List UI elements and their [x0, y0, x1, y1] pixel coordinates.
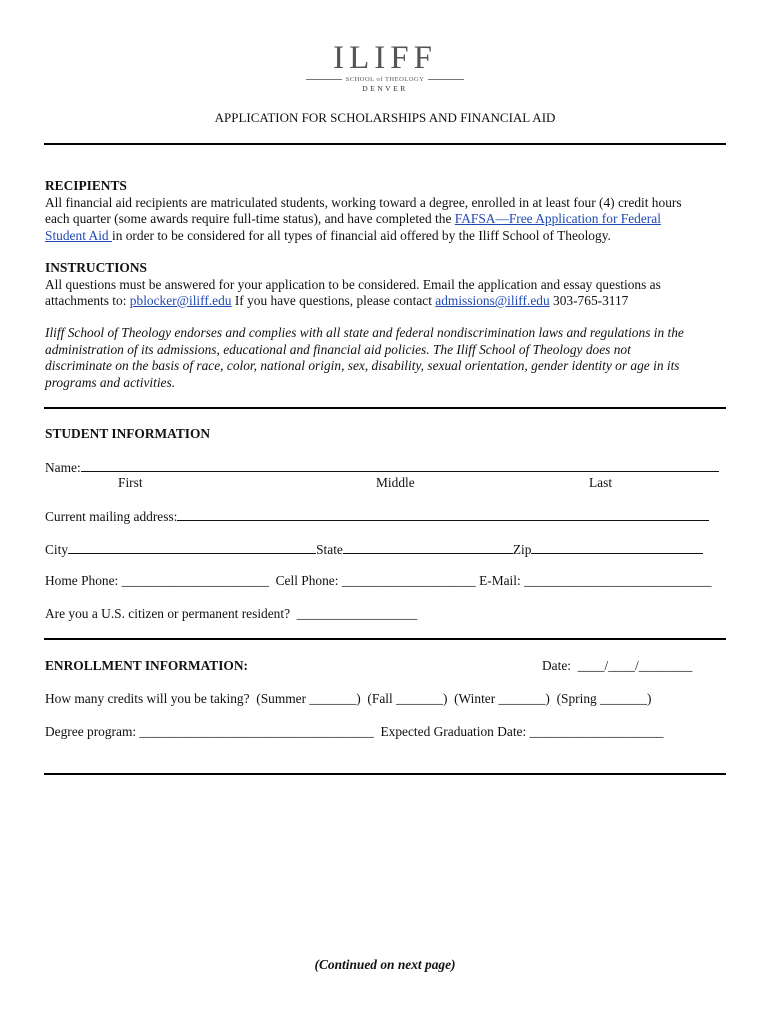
instructions-section — [45, 260, 727, 310]
nondiscrimination-line: discriminate on the basis of race, color, national origin, sex, disability, sexual orientation, gender identity or age in its — [45, 358, 680, 373]
recipients-line-2: each quarter (some awards require full-time status), and have completed the FAFSA—Free Application for Federal — [45, 211, 661, 226]
document-title: APPLICATION FOR SCHOLARSHIPS AND FINANCIAL AID — [214, 110, 556, 125]
instructions-line-2: attachments to: pblocker@iliff.edu If you have questions, please contact admissions@iliff.edu 303-765-3117 — [45, 293, 629, 308]
student-info-heading: STUDENT INFORMATION — [45, 426, 211, 441]
date-field[interactable]: Date: ____/____/________ — [542, 658, 693, 673]
divider — [44, 773, 726, 775]
recipients-section — [45, 178, 727, 244]
citizenship-row[interactable]: Are you a U.S. citizen or permanent resident? __________________ — [45, 606, 418, 621]
divider — [44, 638, 726, 640]
instructions-heading: INSTRUCTIONS — [45, 260, 147, 275]
nondiscrimination-line: programs and activities. — [45, 374, 176, 390]
middle-name-caption: Middle — [376, 475, 415, 490]
iliff-logo: ILIFF — [333, 40, 437, 76]
state-label: State — [316, 542, 343, 557]
address-label: Current mailing address: — [45, 509, 178, 524]
recipients-heading: RECIPIENTS — [45, 178, 127, 193]
address-row — [45, 508, 709, 525]
instructions-line-1: All questions must be answered for your application to be considered. Email the application and essay questions as — [45, 276, 661, 292]
state-field[interactable] — [343, 541, 513, 554]
nondiscrimination-statement — [45, 325, 727, 391]
divider — [44, 143, 726, 145]
divider — [44, 407, 726, 409]
city-label: City — [45, 542, 69, 557]
zip-label: Zip — [512, 542, 532, 557]
first-name-caption: First — [118, 475, 143, 490]
city-state-zip-row — [45, 541, 703, 558]
credits-row[interactable]: How many credits will you be taking? (Summer _______) (Fall _______) (Winter _______) (Spring _______) — [45, 691, 652, 706]
enrollment-heading: ENROLLMENT INFORMATION: — [45, 658, 248, 673]
address-field[interactable] — [177, 508, 709, 521]
logo-city: DENVER — [362, 84, 408, 93]
logo-subtitle: SCHOOL of THEOLOGY — [0, 76, 770, 83]
recipients-line-3: Student Aid in order to be considered for all types of financial aid offered by the Iliff School of Theology. — [45, 227, 611, 243]
pblocker-email-link[interactable]: pblocker@iliff.edu — [129, 293, 232, 308]
name-field[interactable] — [81, 459, 719, 472]
continued-note: (Continued on next page) — [314, 957, 456, 972]
fafsa-link[interactable]: FAFSA—Free Application for Federal — [454, 211, 661, 226]
zip-field[interactable] — [531, 541, 703, 554]
phone-email-row[interactable]: Home Phone: ______________________ Cell Phone: ____________________ E-Mail: ____________________________ — [45, 573, 712, 588]
nondiscrimination-line: administration of its admissions, educational and financial aid policies. The Iliff School of Theology does not — [45, 341, 631, 357]
nondiscrimination-line: Iliff School of Theology endorses and complies with all state and federal nondiscrimination laws and regulations in the — [45, 325, 684, 340]
fafsa-link-cont[interactable]: Student Aid — [45, 227, 112, 243]
degree-row[interactable]: Degree program: ___________________________________ Expected Graduation Date: ____________________ — [45, 724, 664, 739]
name-label: Name: — [45, 460, 81, 475]
last-name-caption: Last — [589, 475, 613, 490]
recipients-line-1: All financial aid recipients are matriculated students, working toward a degree, enrolled in at least four (4) credit hours — [45, 194, 682, 210]
name-row — [45, 459, 719, 476]
admissions-email-link[interactable]: admissions@iliff.edu — [435, 293, 550, 308]
city-field[interactable] — [68, 541, 316, 554]
